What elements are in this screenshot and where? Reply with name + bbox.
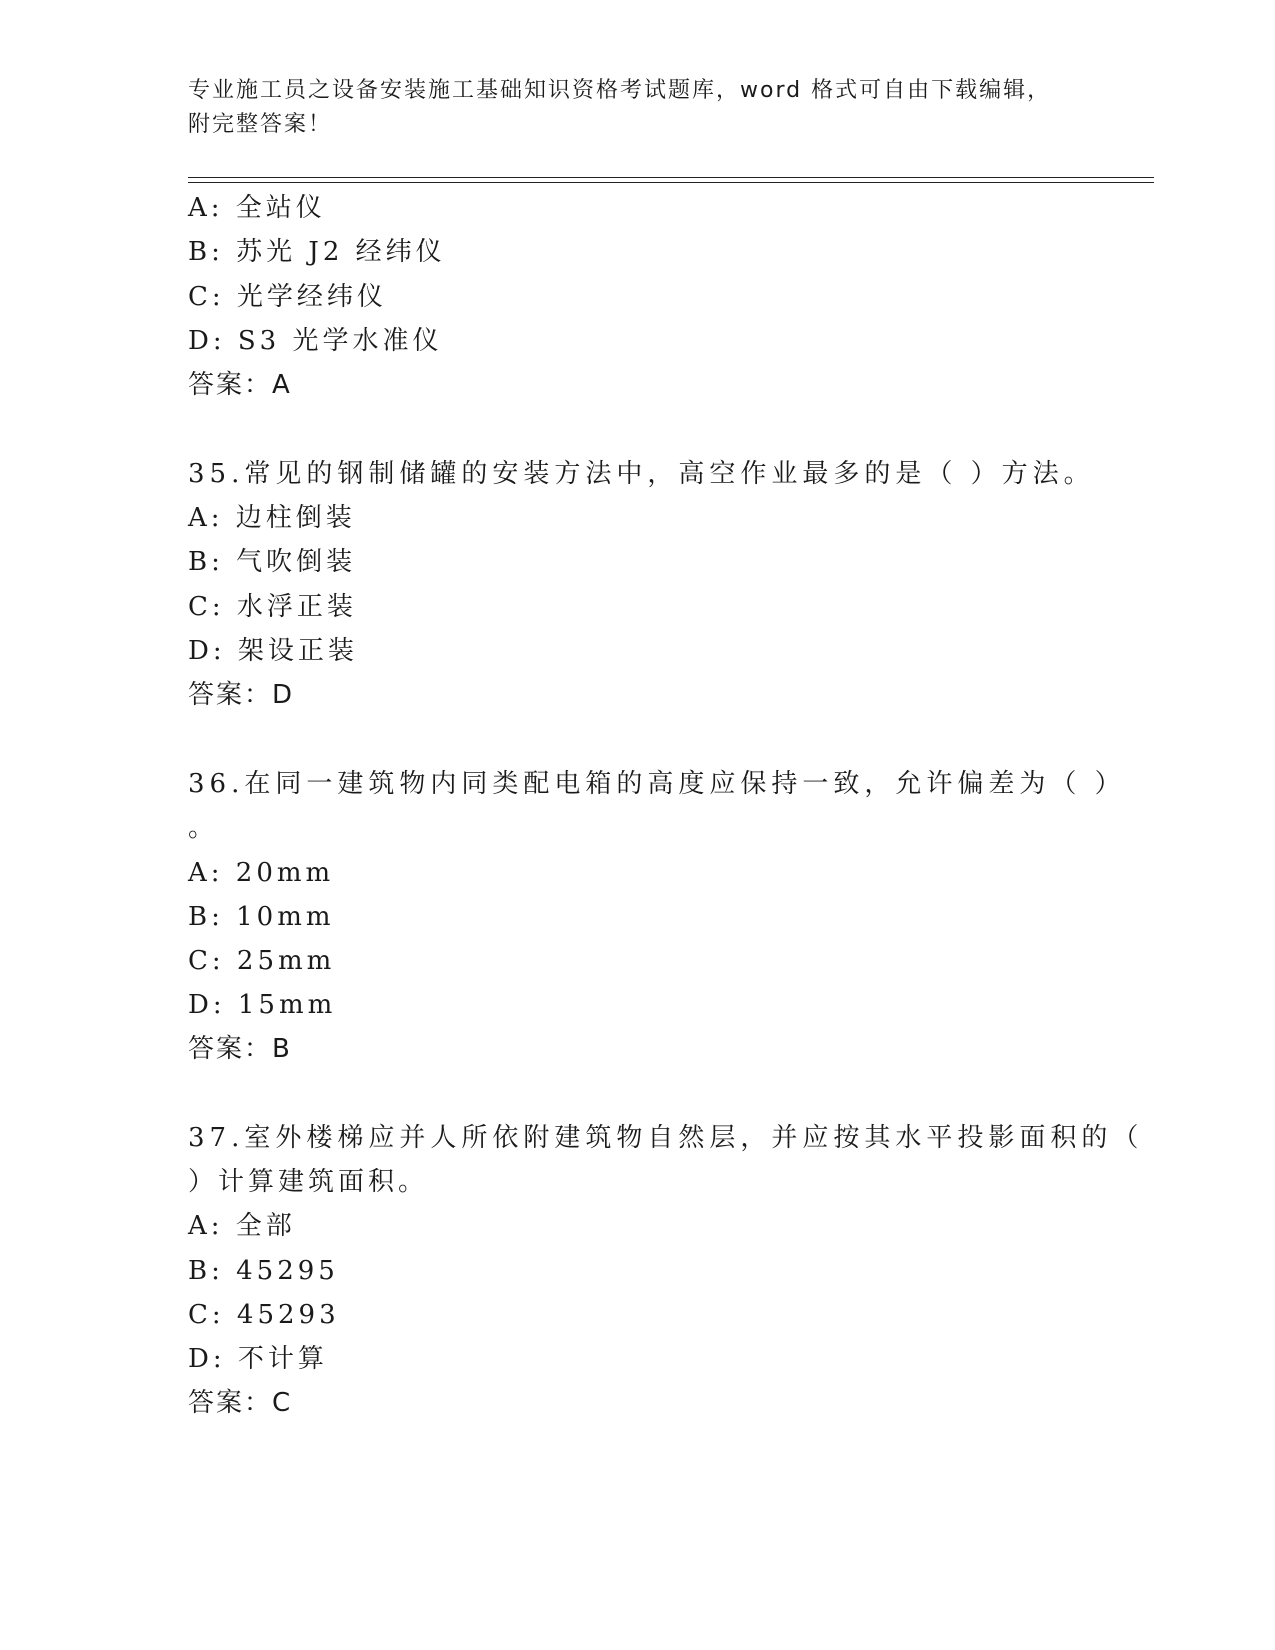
- q34-option-b: B: 苏光 J2 经纬仪: [188, 237, 446, 267]
- q35-option-c: C: 水浮正装: [188, 592, 357, 622]
- q35-option-a: A: 边柱倒装: [188, 503, 356, 533]
- header-divider-top: [188, 177, 1154, 178]
- q34-option-c: C: 光学经纬仪: [188, 282, 387, 312]
- q37-answer: 答案：C: [188, 1388, 293, 1418]
- q36-option-b: B: 10mm: [188, 902, 335, 932]
- q36-answer: 答案：B: [188, 1034, 292, 1064]
- q34-option-d: D: S3 光学水准仪: [188, 326, 443, 356]
- document-header: [188, 74, 1088, 142]
- q35-option-d: D: 架设正装: [188, 636, 358, 666]
- q37-question-line2: ）计算建筑面积。: [188, 1167, 429, 1197]
- q37-option-b: B: 45295: [188, 1256, 339, 1286]
- q34-answer: 答案：A: [188, 370, 292, 400]
- q37-option-c: C: 45293: [188, 1300, 340, 1330]
- q36-option-c: C: 25mm: [188, 946, 336, 976]
- q36-question-line1: 36.在同一建筑物内同类配电箱的高度应保持一致，允许偏差为（ ）: [188, 769, 1126, 799]
- q34-option-a: A: 全站仪: [188, 193, 326, 223]
- q37-option-a: A: 全部: [188, 1211, 296, 1241]
- q36-question-line2: 。: [188, 813, 219, 843]
- q35-answer: 答案：D: [188, 680, 295, 710]
- header-intro-line2: 附完整答案！: [188, 112, 333, 137]
- header-divider-bottom: [188, 182, 1154, 183]
- q36-option-d: D: 15mm: [188, 990, 337, 1020]
- header-intro-line1: 专业施工员之设备安装施工基础知识资格考试题库，word 格式可自由下载编辑，: [188, 78, 1052, 103]
- q37-option-d: D: 不计算: [188, 1344, 328, 1374]
- q35-question: 35.常见的钢制储罐的安装方法中，高空作业最多的是（ ）方法。: [188, 459, 1095, 489]
- q35-option-b: B: 气吹倒装: [188, 547, 357, 577]
- q36-option-a: A: 20mm: [188, 858, 335, 888]
- q37-question-line1: 37.室外楼梯应并人所依附建筑物自然层，并应按其水平投影面积的（: [188, 1123, 1144, 1153]
